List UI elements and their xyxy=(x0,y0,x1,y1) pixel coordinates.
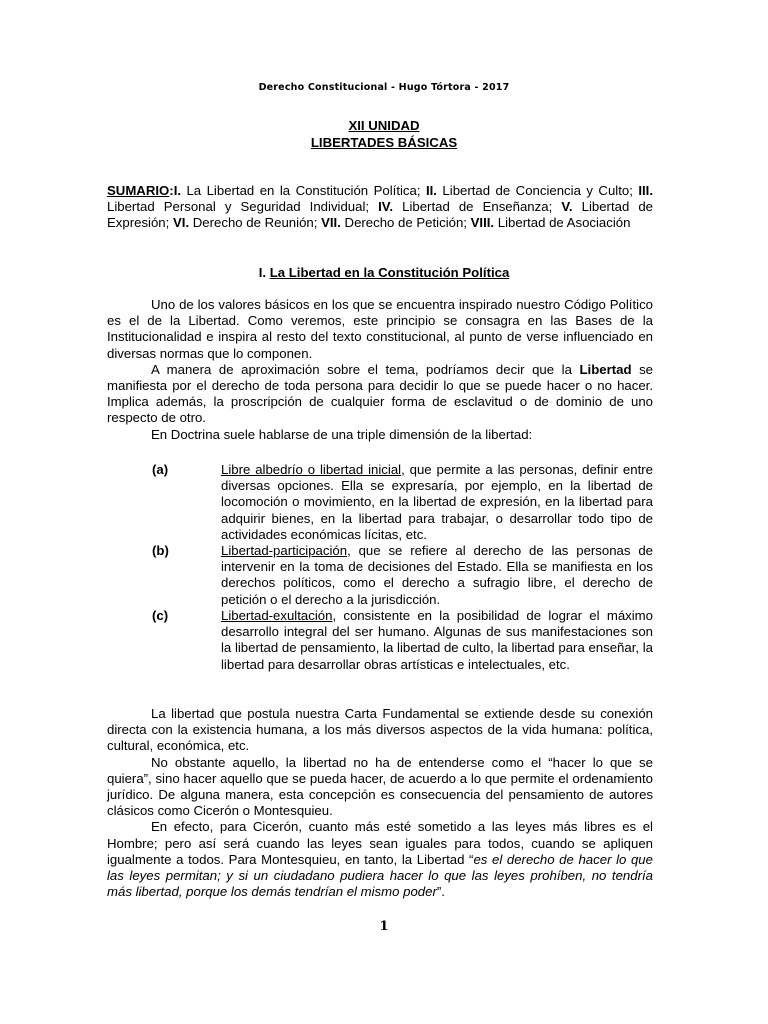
paragraph xyxy=(107,362,653,427)
list-text: , que se refiere al derecho de las personas de intervenir en la toma de decisiones del Estado. Ella se manifiesta en los derechos políticos, como el derecho a sufragio libre, el derecho de petición o el derecho a la jurisdicción. xyxy=(221,543,653,607)
sumario-item: Derecho de Reunión; xyxy=(189,215,322,231)
sumario-item: Libertad de Asociación xyxy=(494,215,631,231)
sumario-num: III. xyxy=(638,183,653,198)
unit-title: XII UNIDAD xyxy=(348,118,420,133)
paragraph-text: En efecto, para Cicerón, cuanto más esté sometido a las leyes más libres es el Hombre; pero así será cuando las leyes sean iguales para todos, cuando se apliquen igualmente a todos. Para Montesquieu, en tanto, la Libertad “ xyxy=(107,819,653,867)
sumario-num: V. xyxy=(561,199,573,215)
sumario-item: Libertad Personal y Seguridad Individual; xyxy=(107,199,379,215)
sumario-num: VI. xyxy=(172,215,190,231)
list-item-content xyxy=(221,543,653,608)
section-title: La Libertad en la Constitución Política xyxy=(269,265,510,280)
sumario-colon: : xyxy=(169,183,174,198)
sumario-label: SUMARIO xyxy=(107,183,170,198)
intro-paragraphs xyxy=(107,297,653,443)
section-heading xyxy=(0,265,768,280)
sumario-num: VIII. xyxy=(470,215,495,231)
paragraph-text: ”. xyxy=(436,884,445,900)
sumario-num: I. xyxy=(173,183,182,198)
paragraph: En Doctrina suele hablarse de una triple dimensión de la libertad: xyxy=(151,426,533,442)
list-term: Libertad-exultación xyxy=(221,608,333,623)
list-text: , consistente en la posibilidad de lograr el máximo desarrollo integral del ser humano. Algunas de sus manifestaciones son la libertad de pensamiento, la libertad de culto, la libertad para enseñar, la libertad para desarrollar obras artísticas e intelectuales, etc. xyxy=(221,608,653,672)
sumario-num: VII. xyxy=(321,215,341,231)
list-term: Libertad-participación xyxy=(221,543,348,558)
paragraph-text: A manera de aproximación sobre el tema, podríamos decir que la xyxy=(151,361,580,377)
paragraph: La libertad que postula nuestra Carta Fundamental se extiende desde su conexión directa con la existencia humana, a los más diversos aspectos de la vida humana: política, cultural, económica, etc. xyxy=(107,706,653,754)
sumario-item: Libertad de Conciencia y Culto; xyxy=(436,183,639,198)
paragraph-text: se manifiesta por el derecho de toda persona para decidir lo que se puede hacer o no hacer. Implica además, la proscripción de cualquier forma de esclavitud o de dominio de uno respecto de otro. xyxy=(107,361,654,426)
sumario-num: II. xyxy=(425,183,437,198)
paragraph: Uno de los valores básicos en los que se encuentra inspirado nuestro Código Político es el de la Libertad. Como veremos, este principio se consagra en las Bases de la Institucionalidad e inspira al resto del texto constitucional, al punto de verse influenciado en diversas normas que lo componen. xyxy=(107,297,653,361)
paragraph xyxy=(107,819,653,900)
libertad-term: Libertad xyxy=(579,361,632,377)
sumario-item: Derecho de Petición; xyxy=(340,215,471,231)
page-number: 1 xyxy=(379,919,389,934)
sumario-paragraph xyxy=(107,183,653,232)
list-item-content xyxy=(221,608,653,673)
list-marker: (b) xyxy=(152,543,169,558)
list-item-content xyxy=(221,462,653,543)
unit-subtitle: LIBERTADES BÁSICAS xyxy=(310,135,458,150)
list-term: Libre albedrío o libertad inicial xyxy=(221,462,402,477)
sumario-item: La Libertad en la Constitución Política; xyxy=(181,183,426,198)
paragraph: No obstante aquello, la libertad no ha de entenderse como el “hacer lo que se quiera”, sino hacer aquello que se pueda hacer, de acuerdo a lo que permite el ordenamiento jurídico. De alguna manera, esta concepción es consecuencia del pensamiento de autores clásicos como Cicerón o Montesquieu. xyxy=(107,754,653,819)
sumario-item: Libertad de Enseñanza; xyxy=(393,199,562,215)
sumario-item: Libertad de Expresión; xyxy=(107,199,654,231)
sumario-num: IV. xyxy=(378,199,394,215)
running-header: Derecho Constitucional - Hugo Tórtora - 2017 xyxy=(258,82,510,93)
montesquieu-quote: es el derecho de hacer lo que las leyes permitan; y si un ciudadano pudiera hacer lo que las leyes prohíben, no tendría más libertad, porque los demás tendrían el mismo poder xyxy=(107,851,653,900)
section-number: I. xyxy=(258,265,270,280)
list-marker: (c) xyxy=(152,608,169,623)
closing-paragraphs xyxy=(107,706,653,900)
list-text: , que permite a las personas, definir entre diversas opciones. Ella se expresaría, por ejemplo, en la libertad de locomoción o movimiento, en la libertad de expresión, en la libertad para adquirir bienes, en la libertad para trabajar, o desarrollar todo tipo de actividades económicas lícitas, etc. xyxy=(221,462,653,542)
list-marker: (a) xyxy=(152,462,169,477)
